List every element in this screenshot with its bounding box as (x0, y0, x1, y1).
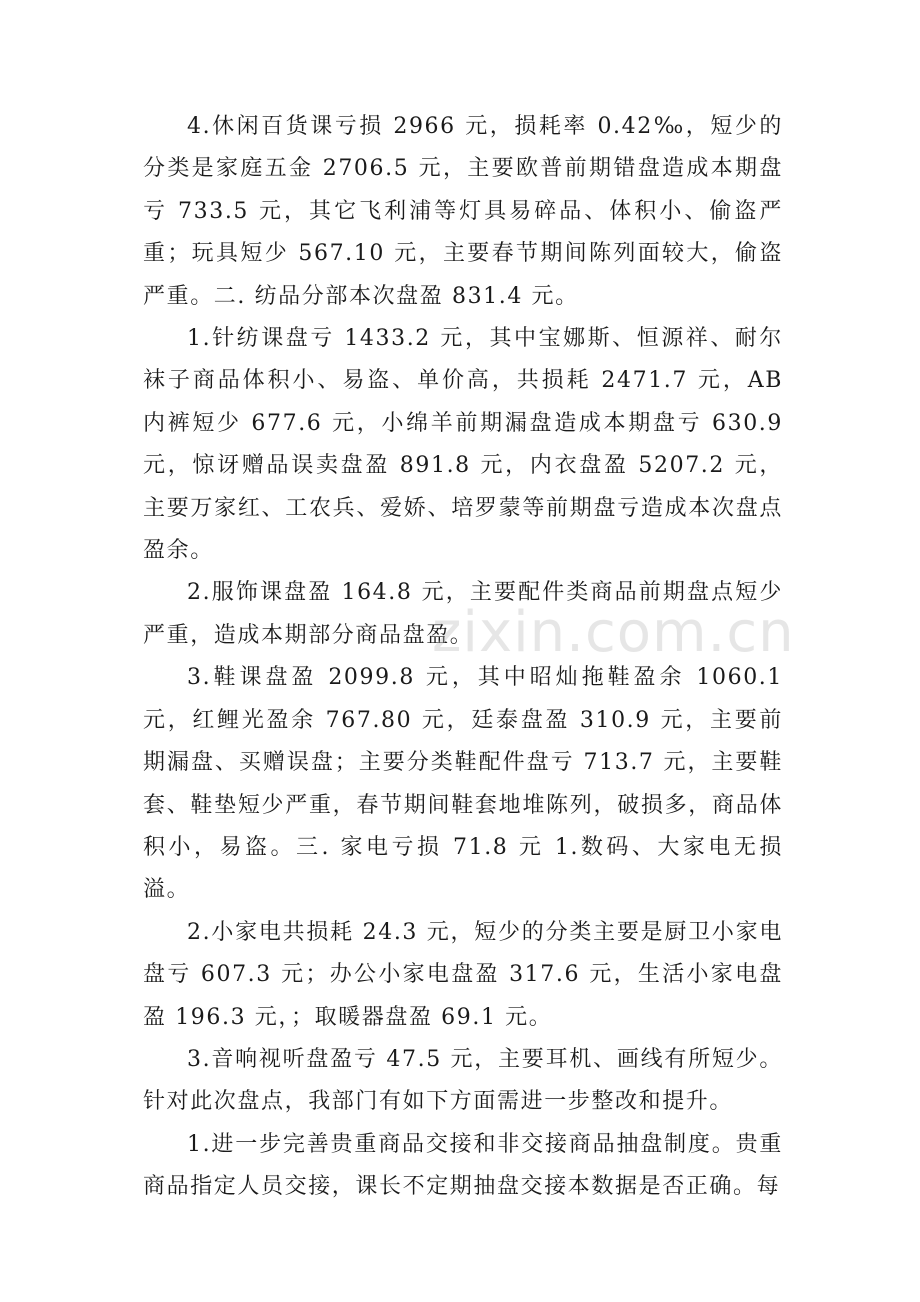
paragraph-audio-video: 3.音响视听盘盈亏 47.5 元，主要耳机、画线有所短少。针对此次盘点，我部门有如下方面需进一步整改和提升。 (143, 1046, 783, 1115)
watermark: zixin.com.cn (432, 600, 795, 665)
paragraph-knitwear: 1.针纺课盘亏 1433.2 元，其中宝娜斯、恒源祥、耐尔袜子商品体积小、易盗、单价高，共损耗 2471.7 元，AB 内裤短少 677.6 元，小绵羊前期漏盘造成本期盘亏 630.9 元，惊讶赠品误卖盘盈 891.8 元，内衣盘盈 5207.2 元，主要万家红、工农兵、爱娇、培罗蒙等前期盘亏造成本次盘点盈余。 (143, 326, 783, 564)
document-body (143, 106, 783, 1209)
paragraph-apparel: 2.服饰课盘盈 164.8 元，主要配件类商品前期盘点短少严重，造成本期部分商品盘盈。 (143, 580, 783, 648)
paragraph-small-appliances: 2.小家电共损耗 24.3 元，短少的分类主要是厨卫小家电盘亏 607.3 元；办公小家电盘盈 317.6 元，生活小家电盘盈 196.3 元，；取暖器盘盈 69.1 元。 (143, 919, 783, 1030)
paragraph-shoes: 3.鞋课盘盈 2099.8 元，其中昭灿拖鞋盈余 1060.1 元，红鲤光盈余 767.80 元，廷泰盘盈 310.9 元，主要前期漏盘、买赠误盘；主要分类鞋配件盘亏 713.7 元，主要鞋套、鞋垫短少严重，春节期间鞋套地堆陈列，破损多，商品体积小，易盗。三. 家电亏损 71.8 元 1.数码、大家电无损溢。 (143, 665, 783, 903)
paragraph-improvement-1: 1.进一步完善贵重商品交接和非交接商品抽盘制度。贵重商品指定人员交接，课长不定期抽盘交接本数据是否正确。每 (143, 1131, 783, 1200)
paragraph-leisure-goods: 4.休闲百货课亏损 2966 元，损耗率 0.42‰，短少的分类是家庭五金 2706.5 元，主要欧普前期错盘造成本期盘亏 733.5 元，其它飞利浦等灯具易碎品、体积小、偷盗严重；玩具短少 567.10 元，主要春节期间陈列面较大，偷盗严重。二. 纺品分部本次盘盈 831.4 元。 (143, 114, 783, 309)
